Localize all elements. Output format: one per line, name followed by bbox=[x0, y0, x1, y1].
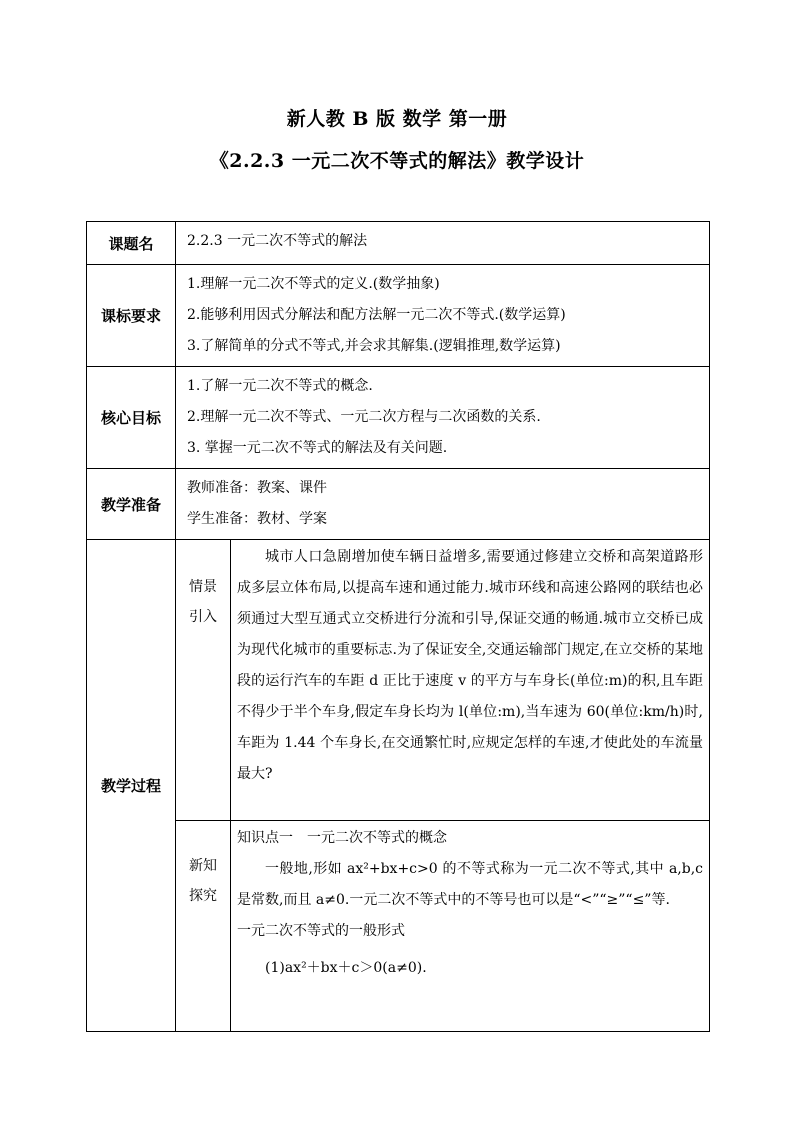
goals-list bbox=[176, 367, 709, 468]
goal-item: 3. 掌握一元二次不等式的解法及有关问题. bbox=[187, 440, 448, 456]
standard-item: 1.理解一元二次不等式的定义.(数学抽象) bbox=[187, 276, 440, 292]
label-process: 教学过程 bbox=[87, 540, 176, 1032]
intro-label-line1: 情景 bbox=[189, 579, 217, 595]
label-intro bbox=[176, 540, 231, 821]
standard-item: 3.了解简单的分式不等式,并会求其解集.(逻辑推理,数学运算) bbox=[187, 338, 561, 354]
knowledge-heading: 知识点一 一元二次不等式的概念 bbox=[237, 830, 447, 846]
goal-item: 2.理解一元二次不等式、一元二次方程与二次函数的关系. bbox=[187, 409, 541, 425]
explore-content bbox=[231, 821, 709, 986]
label-prep: 教学准备 bbox=[87, 469, 176, 540]
definition-paragraph: 一般地,形如 ax²+bx+c>0 的不等式称为一元二次不等式,其中 a,b,c 是常数,而且 a≠0.一元二次不等式中的不等号也可以是“<”“≥”“≤”等. bbox=[237, 861, 704, 908]
lesson-plan-table bbox=[86, 221, 710, 1032]
row-process-explore bbox=[87, 821, 710, 1032]
row-goals bbox=[87, 367, 710, 469]
standards-list bbox=[176, 265, 709, 366]
standard-item: 2.能够利用因式分解法和配方法解一元二次不等式.(数学运算) bbox=[187, 307, 566, 323]
prep-item: 学生准备：教材、学案 bbox=[187, 511, 327, 527]
row-standards bbox=[87, 265, 710, 367]
row-process-intro bbox=[87, 540, 710, 821]
general-form-label: 一元二次不等式的一般形式 bbox=[237, 923, 405, 939]
intro-text: 城市人口急剧增加使车辆日益增多,需要通过修建立交桥和高架道路形成多层立体布局,以提高车速和通过能力.城市环线和高速公路网的联结也必须通过大型互通式立交桥进行分流和引导,保证交通的畅通.城市立交桥已成为现代化城市的重要标志.为了保证安全,交通运输部门规定,在立交桥的某地段的运行汽车的车距 d 正比于速度 v 的平方与车身长(单位:m)的积,且车距不得少于半个车身,假定车身长均为 l(单位:m),当车速为 60(单位:km/h)时,车距为 1.44 个车身长,在交通繁忙时,应规定怎样的车速,才使此处的车流量最大? bbox=[237, 549, 704, 782]
label-standards: 课标要求 bbox=[87, 265, 176, 367]
label-explore bbox=[176, 821, 231, 1032]
intro-label-line2: 引入 bbox=[189, 609, 217, 625]
explore-label-line2: 探究 bbox=[189, 888, 217, 904]
document-subtitle: 《2.2.3 一元二次不等式的解法》教学设计 bbox=[209, 150, 585, 172]
goal-item: 1.了解一元二次不等式的概念. bbox=[187, 378, 373, 394]
label-topic: 课题名 bbox=[87, 222, 176, 265]
prep-list bbox=[176, 469, 709, 539]
explore-label-line1: 新知 bbox=[189, 858, 217, 874]
label-goals: 核心目标 bbox=[87, 367, 176, 469]
document-title: 新人教 B 版 数学 第一册 bbox=[286, 108, 508, 130]
prep-item: 教师准备：教案、课件 bbox=[187, 480, 327, 496]
row-topic bbox=[87, 222, 710, 265]
general-form-1: (1)ax²＋bx＋c＞0(a≠0). bbox=[265, 960, 427, 976]
row-prep bbox=[87, 469, 710, 540]
value-topic: 2.2.3 一元二次不等式的解法 bbox=[187, 233, 368, 249]
